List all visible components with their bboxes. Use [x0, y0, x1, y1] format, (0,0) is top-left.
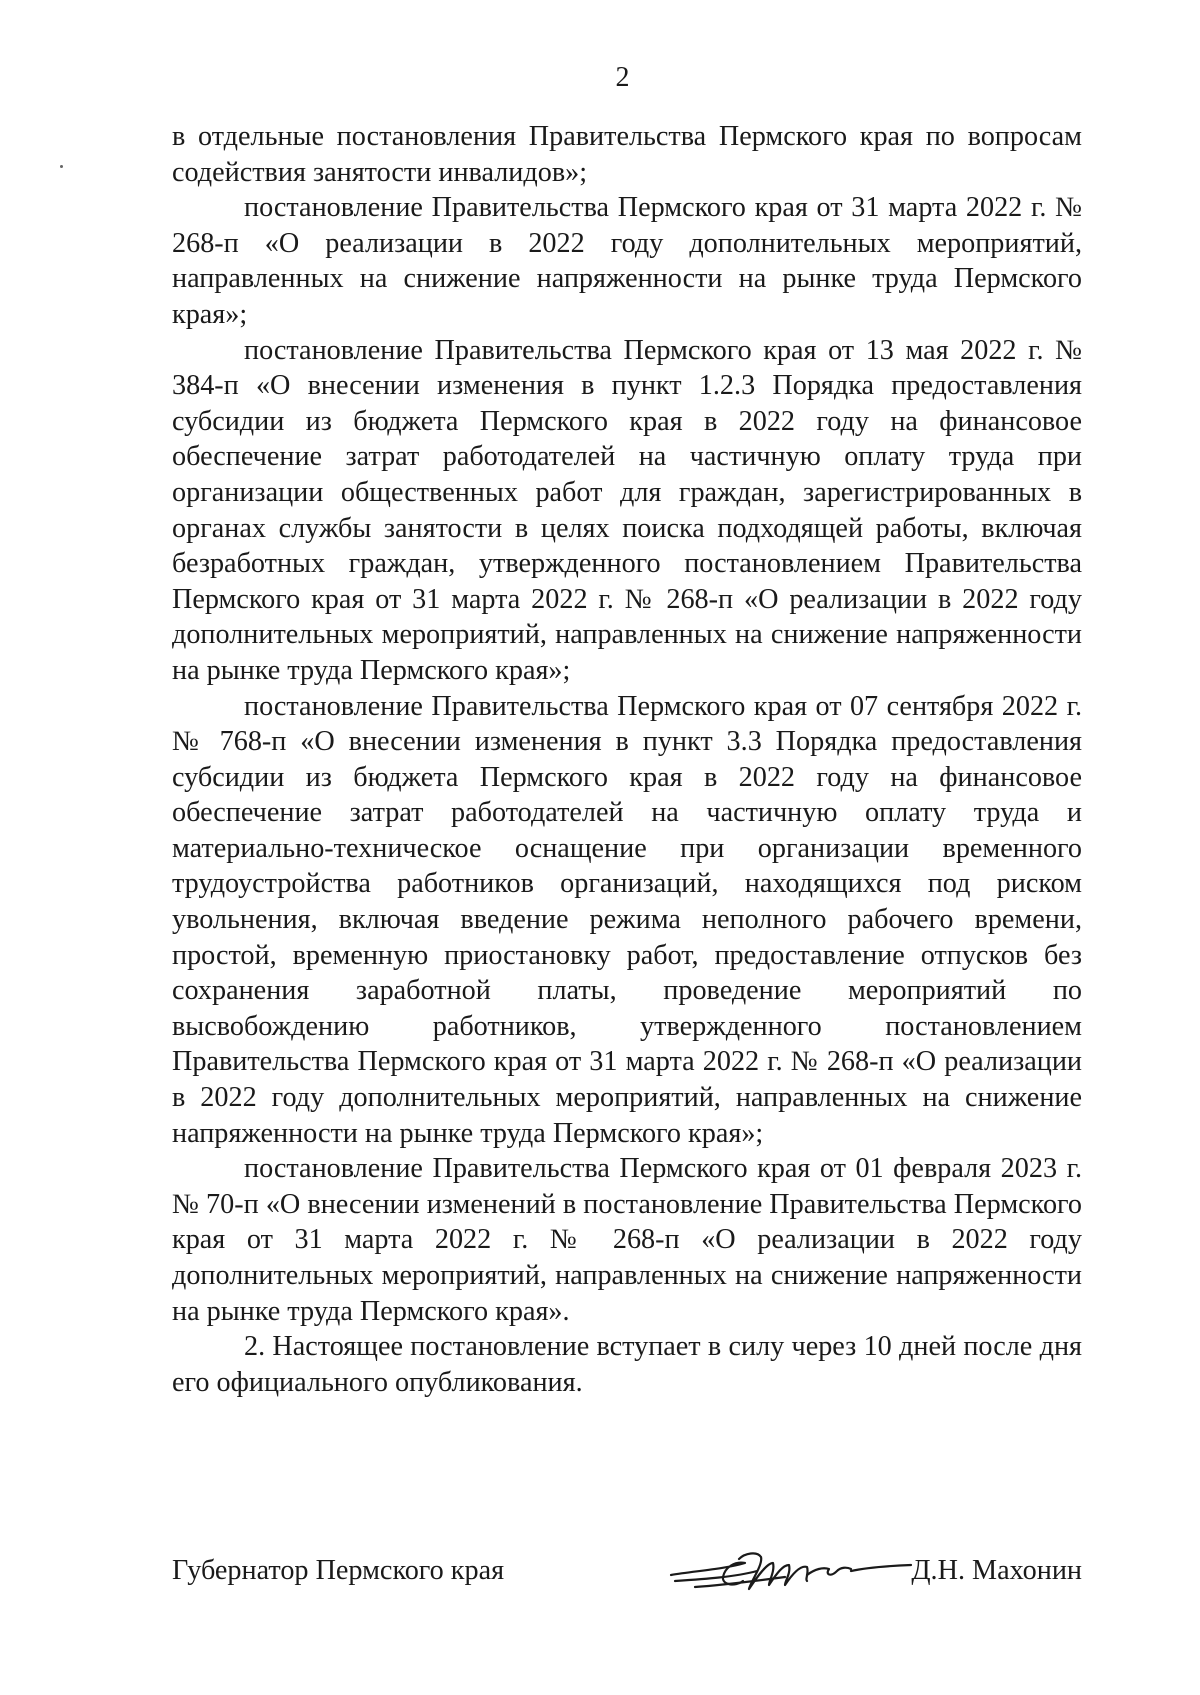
- paragraph-effective-date: 2. Настоящее постановление вступает в силу через 10 дней после дня его официального опубликования.: [172, 1331, 1082, 1398]
- handwritten-signature-icon: [665, 1541, 915, 1597]
- paragraph-resolution-384: постановление Правительства Пермского края от 13 мая 2022 г. № 384-п «О внесении изменения в пункт 1.2.3 Порядка предоставления субсидии из бюджета Пермского края в 2022 году на финансовое обеспечение затрат работодателей на частичную оплату труда при организации общественных работ для граждан, зарегистрированных в органах службы занятости в целях поиска подходящей работы, включая безработных граждан, утвержденного постановлением Правительства Пермского края от 31 марта 2022 г. № 268-п «О реализации в 2022 году дополнительных мероприятий, направленных на снижение напряженности на рынке труда Пермского края»;: [172, 334, 1082, 686]
- paragraph-resolution-768: постановление Правительства Пермского края от 07 сентября 2022 г. № 768-п «О внесении изменения в пункт 3.3 Порядка предоставления субсидии из бюджета Пермского края в 2022 году на финансовое обеспечение затрат работодателей на частичную оплату труда и материально-техническое оснащение при организации временного трудоустройства работников организаций, находящихся под риском увольнения, включая введение режима неполного рабочего времени, простой, временную приостановку работ, предоставление отпусков без сохранения заработной платы, проведение мероприятий по высвобождению работников, утвержденного постановлением Правительства Пермского края от 31 марта 2022 г. № 268-п «О реализации в 2022 году дополнительных мероприятий, направленных на снижение напряженности на рынке труда Пермского края»;: [172, 690, 1082, 1149]
- document-body: [172, 119, 1082, 1400]
- signer-title: Губернатор Пермского края: [172, 1555, 505, 1586]
- page-number: 2: [615, 62, 630, 93]
- signer-name: Д.Н. Махонин: [911, 1555, 1082, 1586]
- paragraph-resolution-70: постановление Правительства Пермского края от 01 февраля 2023 г. № 70-п «О внесении изменений в постановление Правительства Пермского края от 31 марта 2022 г. № 268-п «О реализации в 2022 году дополнительных мероприятий, направленных на снижение напряженности на рынке труда Пермского края».: [172, 1153, 1082, 1327]
- signature-block: [172, 1545, 1082, 1595]
- paragraph-resolution-268: постановление Правительства Пермского края от 31 марта 2022 г. № 268-п «О реализации в 2022 году дополнительных мероприятий, направленных на снижение напряженности на рынке труда Пермского края»;: [172, 192, 1082, 330]
- paragraph-continuation: в отдельные постановления Правительства Пермского края по вопросам содействия занятости инвалидов»;: [172, 121, 1082, 188]
- scan-speck: [60, 165, 63, 168]
